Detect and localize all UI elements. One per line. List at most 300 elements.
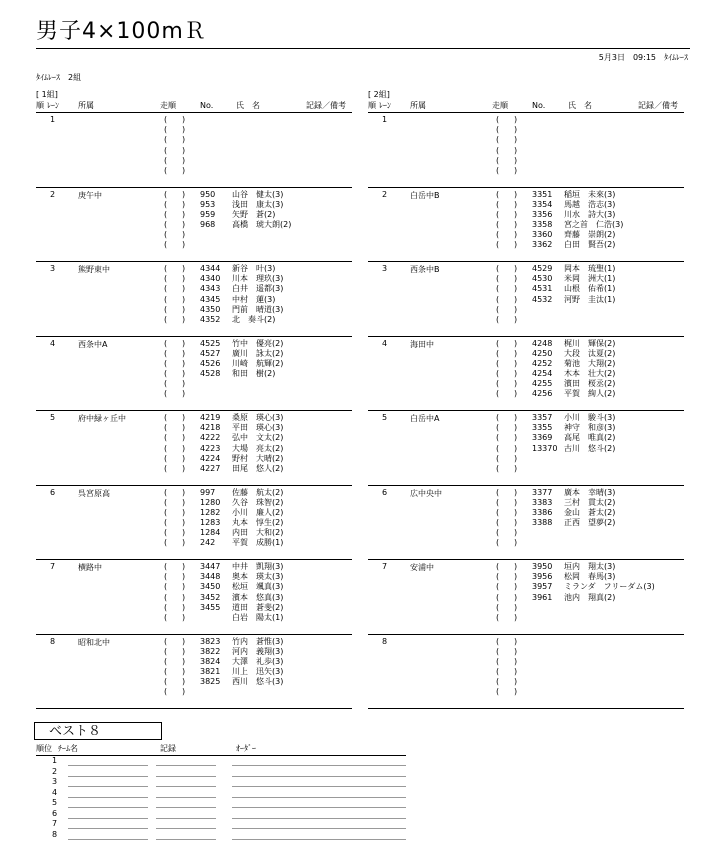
order-paren-open: ( bbox=[164, 220, 168, 230]
lane-number: 5 bbox=[382, 413, 388, 422]
order-paren-open: ( bbox=[496, 115, 500, 124]
runner-row bbox=[368, 389, 684, 399]
order-paren-close: ) bbox=[182, 230, 186, 240]
runner-number: 3956 bbox=[532, 572, 553, 582]
runner-name: 道田 蒼斐(2) bbox=[232, 602, 284, 612]
order-paren-close: ) bbox=[182, 379, 186, 389]
order-paren-close: ) bbox=[514, 656, 518, 666]
page-title: 男子4×100mＲ bbox=[36, 19, 207, 44]
runner-row bbox=[36, 593, 352, 603]
order-paren-open: ( bbox=[496, 656, 500, 666]
order-paren-open: ( bbox=[496, 125, 500, 135]
runner-name: 廣川 詠太(2) bbox=[232, 348, 284, 358]
runner-number: 997 bbox=[200, 487, 216, 497]
runner-number: 4255 bbox=[532, 379, 553, 389]
lane-block bbox=[36, 337, 352, 412]
runner-list bbox=[368, 413, 684, 474]
lane-number: 1 bbox=[382, 115, 388, 124]
runner-name: 木本 壮大(2) bbox=[564, 369, 616, 379]
runner-name: 門前 晴道(3) bbox=[232, 304, 284, 314]
order-paren-close: ) bbox=[514, 369, 518, 379]
runner-row bbox=[36, 572, 352, 582]
lane-number: 6 bbox=[382, 487, 388, 497]
order-paren-open: ( bbox=[496, 463, 500, 473]
order-paren-open: ( bbox=[164, 264, 168, 273]
order-paren-open: ( bbox=[496, 423, 500, 433]
runner-number: 4254 bbox=[532, 369, 553, 379]
team-name: 海田中 bbox=[410, 339, 434, 349]
runner-number: 242 bbox=[200, 538, 216, 548]
order-paren-close: ) bbox=[514, 518, 518, 528]
order-paren-close: ) bbox=[182, 199, 186, 209]
runner-row bbox=[368, 572, 684, 582]
lane-number: 4 bbox=[50, 338, 56, 348]
order-paren-close: ) bbox=[182, 612, 186, 622]
order-paren-open: ( bbox=[496, 230, 500, 240]
lane-block bbox=[36, 262, 352, 337]
order-paren-open: ( bbox=[496, 264, 500, 273]
runner-row bbox=[36, 230, 352, 240]
order-paren-open: ( bbox=[496, 497, 500, 507]
runner-row bbox=[368, 667, 684, 677]
lane-number: 2 bbox=[382, 189, 388, 199]
runner-row bbox=[36, 190, 352, 200]
best8-row bbox=[36, 777, 406, 788]
runner-name: 齊藤 崇朗(2) bbox=[564, 230, 616, 240]
lane-number: 7 bbox=[50, 562, 56, 571]
runner-number: 959 bbox=[200, 209, 216, 219]
team-name: 安浦中 bbox=[410, 563, 434, 572]
order-paren-close: ) bbox=[182, 562, 186, 571]
runner-row bbox=[36, 156, 352, 166]
runner-row bbox=[368, 274, 684, 284]
order-paren-open: ( bbox=[164, 656, 168, 666]
order-paren-open: ( bbox=[164, 240, 168, 250]
order-paren-open: ( bbox=[164, 562, 168, 571]
lane-block bbox=[368, 486, 684, 561]
runner-name: 桑原 瑛心(3) bbox=[232, 413, 284, 422]
runner-number: 4530 bbox=[532, 274, 553, 284]
runner-name: 大澤 礼歩(3) bbox=[232, 656, 284, 666]
lane-number: 3 bbox=[382, 264, 388, 273]
order-paren-close: ) bbox=[514, 646, 518, 656]
runner-list bbox=[36, 339, 352, 400]
order-paren-close: ) bbox=[514, 413, 518, 422]
order-paren-close: ) bbox=[182, 358, 186, 368]
runner-row bbox=[368, 454, 684, 464]
best8-order-line bbox=[232, 839, 406, 840]
order-paren-close: ) bbox=[182, 463, 186, 473]
runner-number: 4227 bbox=[200, 463, 221, 473]
col-order-header: 走順 bbox=[492, 101, 508, 110]
runner-row bbox=[36, 413, 352, 423]
runner-row bbox=[368, 444, 684, 454]
runner-list bbox=[36, 264, 352, 325]
order-paren-open: ( bbox=[164, 518, 168, 528]
runner-row bbox=[368, 240, 684, 250]
order-paren-open: ( bbox=[164, 189, 168, 199]
lane-number: 2 bbox=[50, 189, 56, 199]
order-paren-close: ) bbox=[514, 389, 518, 399]
col-record-header: 記録／備考 bbox=[638, 101, 678, 110]
runner-name: 垣内 翔太(3) bbox=[564, 562, 616, 571]
order-paren-open: ( bbox=[164, 304, 168, 314]
runner-number: 3447 bbox=[200, 562, 221, 571]
runner-name: 濱本 悠真(3) bbox=[232, 592, 284, 602]
runner-row bbox=[368, 284, 684, 294]
order-paren-open: ( bbox=[496, 338, 500, 348]
best8-rank-header: 順位 bbox=[36, 744, 52, 753]
runner-row bbox=[368, 220, 684, 230]
order-paren-open: ( bbox=[164, 602, 168, 612]
runner-name: 竹中 優亮(2) bbox=[232, 338, 284, 348]
runner-number: 3961 bbox=[532, 592, 553, 602]
runner-row bbox=[36, 582, 352, 592]
order-paren-close: ) bbox=[514, 562, 518, 571]
order-paren-open: ( bbox=[496, 358, 500, 368]
runner-row bbox=[36, 528, 352, 538]
runner-row bbox=[368, 315, 684, 325]
runner-row bbox=[368, 657, 684, 667]
best8-table bbox=[36, 756, 406, 840]
lane-number: 8 bbox=[382, 636, 388, 646]
runner-number: 3351 bbox=[532, 189, 553, 199]
runner-number: 4252 bbox=[532, 358, 553, 368]
runner-name: 新谷 叶(3) bbox=[232, 264, 276, 273]
order-paren-close: ) bbox=[182, 115, 186, 124]
runner-row bbox=[368, 210, 684, 220]
runner-name: 白田 賢吾(2) bbox=[564, 240, 616, 250]
order-paren-open: ( bbox=[496, 518, 500, 528]
best8-row bbox=[36, 830, 406, 841]
runner-row bbox=[36, 677, 352, 687]
order-paren-open: ( bbox=[496, 145, 500, 155]
order-paren-open: ( bbox=[496, 304, 500, 314]
runner-row bbox=[36, 146, 352, 156]
runner-name: 三村 貫太(2) bbox=[564, 497, 616, 507]
order-paren-open: ( bbox=[164, 687, 168, 697]
runner-row bbox=[36, 295, 352, 305]
order-paren-open: ( bbox=[496, 284, 500, 294]
runner-name: 高橋 琥大朗(2) bbox=[232, 220, 292, 230]
runner-number: 4532 bbox=[532, 294, 553, 304]
order-paren-close: ) bbox=[514, 538, 518, 548]
order-paren-close: ) bbox=[182, 294, 186, 304]
lane-number: 1 bbox=[50, 115, 56, 124]
race-subtitle: ﾀｲﾑﾚｰｽ 2組 bbox=[36, 73, 82, 82]
order-paren-close: ) bbox=[514, 264, 518, 273]
order-paren-close: ) bbox=[182, 487, 186, 497]
order-paren-open: ( bbox=[496, 155, 500, 165]
order-paren-close: ) bbox=[514, 220, 518, 230]
runner-row bbox=[36, 498, 352, 508]
team-name: 西条中B bbox=[410, 265, 440, 274]
runner-row bbox=[368, 508, 684, 518]
runner-name: 高尾 唯真(2) bbox=[564, 433, 616, 443]
runner-row bbox=[36, 166, 352, 176]
runner-number: 3448 bbox=[200, 572, 221, 582]
heat-section bbox=[368, 90, 684, 709]
order-paren-close: ) bbox=[514, 433, 518, 443]
col-number-header: No. bbox=[200, 101, 214, 110]
runner-number: 4528 bbox=[200, 369, 221, 379]
order-paren-close: ) bbox=[514, 582, 518, 592]
runner-row bbox=[36, 687, 352, 697]
order-paren-open: ( bbox=[496, 646, 500, 656]
runner-number: 4526 bbox=[200, 358, 221, 368]
runner-number: 3355 bbox=[532, 423, 553, 433]
order-paren-open: ( bbox=[164, 358, 168, 368]
runner-name: 内田 大和(2) bbox=[232, 528, 284, 538]
runner-row bbox=[368, 518, 684, 528]
runner-row bbox=[36, 359, 352, 369]
order-paren-close: ) bbox=[182, 423, 186, 433]
order-paren-close: ) bbox=[514, 507, 518, 517]
order-paren-open: ( bbox=[496, 389, 500, 399]
order-paren-close: ) bbox=[514, 284, 518, 294]
runner-number: 4250 bbox=[532, 348, 553, 358]
runner-number: 4219 bbox=[200, 413, 221, 422]
best8-order-header: ｵｰﾀﾞｰ bbox=[236, 744, 256, 753]
order-paren-open: ( bbox=[164, 314, 168, 324]
col-record-header: 記録／備考 bbox=[306, 101, 346, 110]
order-paren-open: ( bbox=[496, 314, 500, 324]
order-paren-close: ) bbox=[514, 612, 518, 622]
runner-name: 奥本 瑛太(3) bbox=[232, 572, 284, 582]
runner-name: 川水 詩大(3) bbox=[564, 209, 616, 219]
order-paren-open: ( bbox=[164, 274, 168, 284]
order-paren-close: ) bbox=[182, 582, 186, 592]
runner-list bbox=[36, 562, 352, 623]
order-paren-open: ( bbox=[496, 348, 500, 358]
runner-row bbox=[36, 657, 352, 667]
order-paren-open: ( bbox=[164, 135, 168, 145]
order-paren-close: ) bbox=[182, 646, 186, 656]
order-paren-open: ( bbox=[496, 453, 500, 463]
order-paren-open: ( bbox=[164, 538, 168, 548]
order-paren-close: ) bbox=[182, 389, 186, 399]
order-paren-close: ) bbox=[182, 636, 186, 646]
runner-number: 4340 bbox=[200, 274, 221, 284]
runner-number: 4248 bbox=[532, 338, 553, 348]
order-paren-open: ( bbox=[496, 443, 500, 453]
order-paren-close: ) bbox=[514, 274, 518, 284]
order-paren-open: ( bbox=[164, 423, 168, 433]
order-paren-open: ( bbox=[164, 463, 168, 473]
runner-number: 4218 bbox=[200, 423, 221, 433]
runner-list bbox=[368, 264, 684, 325]
best8-rank: 6 bbox=[52, 808, 58, 818]
runner-row bbox=[368, 593, 684, 603]
runner-number: 3388 bbox=[532, 518, 553, 528]
runner-row bbox=[368, 125, 684, 135]
runner-name: 小川 廉人(2) bbox=[232, 507, 284, 517]
runner-number: 950 bbox=[200, 189, 216, 199]
order-paren-close: ) bbox=[514, 348, 518, 358]
runner-number: 4345 bbox=[200, 294, 221, 304]
order-paren-open: ( bbox=[496, 199, 500, 209]
order-paren-close: ) bbox=[514, 189, 518, 199]
runner-row bbox=[368, 538, 684, 548]
runner-name: 正西 望夢(2) bbox=[564, 518, 616, 528]
team-name: 庚午中 bbox=[78, 190, 102, 200]
order-paren-close: ) bbox=[182, 209, 186, 219]
runner-number: 3362 bbox=[532, 240, 553, 250]
runner-row bbox=[36, 562, 352, 572]
runner-name: 松垣 颯真(3) bbox=[232, 582, 284, 592]
order-paren-close: ) bbox=[514, 155, 518, 165]
runner-number: 3825 bbox=[200, 677, 221, 687]
order-paren-close: ) bbox=[514, 487, 518, 497]
order-paren-close: ) bbox=[514, 304, 518, 314]
order-paren-open: ( bbox=[496, 487, 500, 497]
runner-row bbox=[368, 488, 684, 498]
col-name-header: 氏 名 bbox=[236, 101, 260, 110]
runner-name: 濱田 桜丞(2) bbox=[564, 379, 616, 389]
order-paren-close: ) bbox=[182, 497, 186, 507]
order-paren-close: ) bbox=[514, 199, 518, 209]
order-paren-open: ( bbox=[164, 389, 168, 399]
runner-name: 久谷 珠智(2) bbox=[232, 497, 284, 507]
best8-rank: 8 bbox=[52, 829, 58, 839]
order-paren-close: ) bbox=[514, 497, 518, 507]
order-paren-close: ) bbox=[514, 453, 518, 463]
order-paren-open: ( bbox=[164, 230, 168, 240]
best8-row bbox=[36, 767, 406, 778]
runner-row bbox=[36, 613, 352, 623]
runner-number: 4525 bbox=[200, 338, 221, 348]
order-paren-close: ) bbox=[514, 115, 518, 124]
runner-name: 大段 汰夏(2) bbox=[564, 348, 616, 358]
order-paren-open: ( bbox=[164, 582, 168, 592]
order-paren-open: ( bbox=[496, 602, 500, 612]
runner-row bbox=[36, 200, 352, 210]
team-name: 白岳中B bbox=[410, 190, 440, 200]
order-paren-open: ( bbox=[496, 592, 500, 602]
runner-row bbox=[368, 230, 684, 240]
order-paren-open: ( bbox=[164, 487, 168, 497]
order-paren-close: ) bbox=[514, 572, 518, 582]
runner-name: 白井 遥都(3) bbox=[232, 284, 284, 294]
order-paren-open: ( bbox=[164, 413, 168, 422]
order-paren-open: ( bbox=[496, 209, 500, 219]
order-paren-open: ( bbox=[164, 677, 168, 687]
order-paren-close: ) bbox=[514, 240, 518, 250]
runner-number: 3950 bbox=[532, 562, 553, 571]
order-paren-close: ) bbox=[182, 656, 186, 666]
order-paren-close: ) bbox=[182, 518, 186, 528]
runner-row bbox=[368, 264, 684, 274]
order-paren-close: ) bbox=[182, 145, 186, 155]
runner-name: 平田 瑛心(3) bbox=[232, 423, 284, 433]
runner-row bbox=[368, 146, 684, 156]
order-paren-open: ( bbox=[496, 667, 500, 677]
runner-row bbox=[368, 613, 684, 623]
order-paren-open: ( bbox=[164, 284, 168, 294]
runner-row bbox=[36, 464, 352, 474]
runner-name: 野村 大晴(2) bbox=[232, 453, 284, 463]
best8-rank: 5 bbox=[52, 798, 58, 807]
runner-number: 3360 bbox=[532, 230, 553, 240]
heat-section bbox=[36, 90, 352, 709]
col-affiliation-header: 所属 bbox=[78, 101, 94, 110]
runner-row bbox=[36, 305, 352, 315]
runner-row bbox=[36, 454, 352, 464]
order-paren-close: ) bbox=[182, 135, 186, 145]
runner-name: 山根 佑希(1) bbox=[564, 284, 616, 294]
runner-row bbox=[368, 379, 684, 389]
runner-name: 宮之首 仁浩(3) bbox=[564, 220, 624, 230]
best8-rank: 2 bbox=[52, 766, 58, 776]
runner-name: 川崎 航輝(2) bbox=[232, 358, 284, 368]
runner-row bbox=[36, 379, 352, 389]
runner-number: 4352 bbox=[200, 314, 221, 324]
runner-number: 1282 bbox=[200, 507, 221, 517]
best8-team-line bbox=[68, 839, 148, 840]
runner-row bbox=[368, 166, 684, 176]
runner-number: 3821 bbox=[200, 667, 221, 677]
lane-block bbox=[368, 635, 684, 710]
lane-block bbox=[36, 411, 352, 486]
order-paren-close: ) bbox=[182, 264, 186, 273]
order-paren-close: ) bbox=[514, 125, 518, 135]
order-paren-open: ( bbox=[164, 165, 168, 175]
order-paren-close: ) bbox=[514, 463, 518, 473]
order-paren-close: ) bbox=[182, 528, 186, 538]
best8-rank: 3 bbox=[52, 777, 58, 786]
lane-block bbox=[36, 113, 352, 188]
runner-name: 馬越 浩志(3) bbox=[564, 199, 616, 209]
runner-name: 田尾 悠人(2) bbox=[232, 463, 284, 473]
runner-name: ミランダ フリーダム(3) bbox=[564, 582, 655, 592]
runner-number: 4531 bbox=[532, 284, 553, 294]
col-order-header: 走順 bbox=[160, 101, 176, 110]
runner-name: 菊池 大翔(2) bbox=[564, 358, 616, 368]
runner-row bbox=[36, 240, 352, 250]
order-paren-close: ) bbox=[514, 338, 518, 348]
best8-rank: 4 bbox=[52, 787, 58, 797]
order-paren-close: ) bbox=[182, 220, 186, 230]
runner-row bbox=[368, 647, 684, 657]
order-paren-close: ) bbox=[514, 135, 518, 145]
team-name: 昭和北中 bbox=[78, 637, 110, 647]
runner-row bbox=[36, 389, 352, 399]
best8-title: ベスト８ bbox=[34, 722, 162, 740]
runner-number: 3356 bbox=[532, 209, 553, 219]
team-name: 白岳中A bbox=[410, 414, 440, 423]
order-paren-open: ( bbox=[164, 646, 168, 656]
order-paren-close: ) bbox=[182, 572, 186, 582]
runner-row bbox=[368, 349, 684, 359]
order-paren-close: ) bbox=[514, 443, 518, 453]
runner-number: 3452 bbox=[200, 592, 221, 602]
runner-name: 神守 和彦(3) bbox=[564, 423, 616, 433]
order-paren-close: ) bbox=[182, 189, 186, 199]
runner-row bbox=[368, 677, 684, 687]
order-paren-close: ) bbox=[182, 507, 186, 517]
order-paren-close: ) bbox=[182, 240, 186, 250]
order-paren-close: ) bbox=[514, 592, 518, 602]
order-paren-open: ( bbox=[164, 572, 168, 582]
runner-row bbox=[368, 562, 684, 572]
runner-list bbox=[36, 637, 352, 698]
order-paren-open: ( bbox=[164, 369, 168, 379]
runner-row bbox=[36, 210, 352, 220]
order-paren-close: ) bbox=[514, 165, 518, 175]
order-paren-close: ) bbox=[182, 592, 186, 602]
runner-number: 3450 bbox=[200, 582, 221, 592]
order-paren-open: ( bbox=[164, 433, 168, 443]
